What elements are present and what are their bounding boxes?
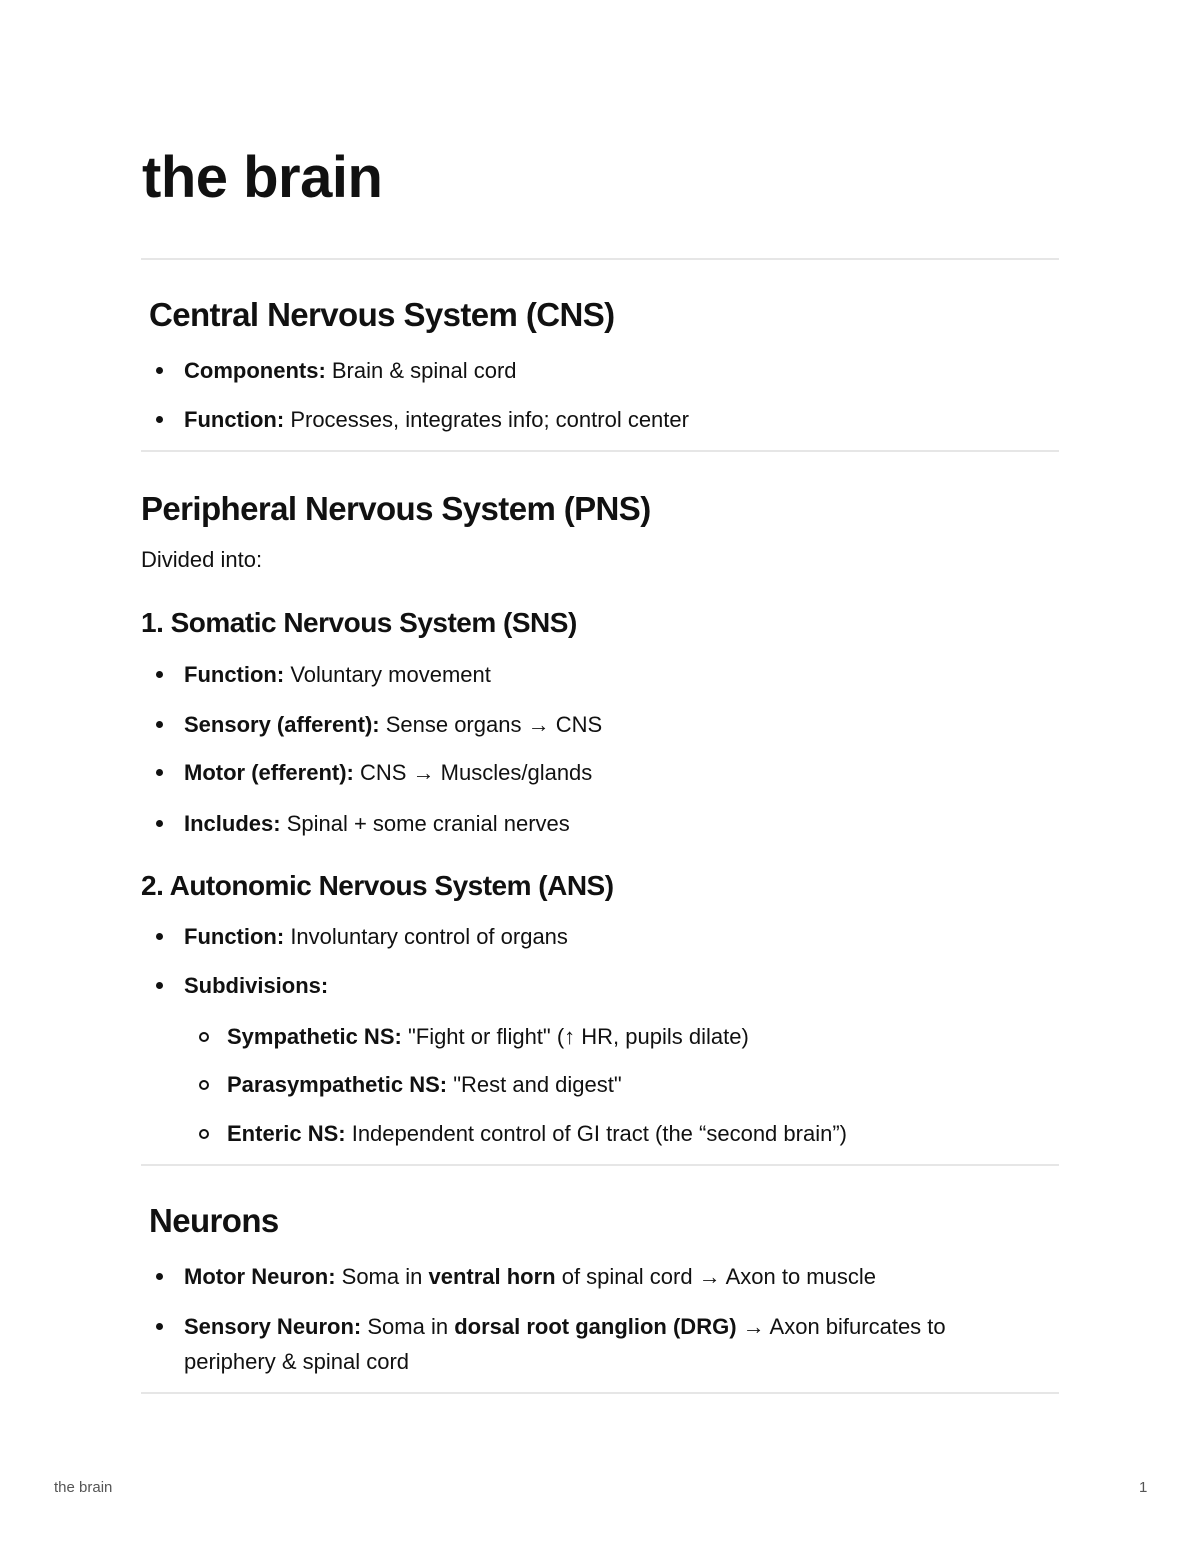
bullet-icon [156,820,163,827]
bullet-icon [156,1273,163,1280]
list-item [141,755,1059,790]
bullet-icon [156,1323,163,1330]
item-text: Spinal + some cranial nerves [280,811,570,836]
item-text: Soma in [361,1314,455,1339]
item-text: Soma in [335,1264,429,1289]
item-text: → Axon bifurcates to periphery & spinal cord [184,1314,946,1374]
item-text: Voluntary movement [284,662,491,687]
list-item [141,1309,1059,1379]
bullet-icon [156,933,163,940]
neurons-heading: Neurons [149,1202,279,1239]
cns-heading: Central Nervous System (CNS) [149,296,615,333]
item-label: Function: [184,662,285,687]
bullet-icon [156,769,163,776]
sub-list-item [141,1019,1059,1054]
footer-title: the brain [54,1479,113,1496]
item-emphasis: dorsal root ganglion (DRG) [454,1314,737,1339]
list-item [141,402,1059,437]
item-text: of spinal cord → Axon to muscle [555,1264,876,1289]
item-label: Function: [184,924,285,949]
item-label: Function: [184,407,285,432]
list-item [141,707,1059,742]
bullet-icon [156,721,163,728]
list-item [141,353,1059,388]
item-text: "Rest and digest" [447,1072,622,1097]
item-label: Motor Neuron: [184,1264,336,1289]
hollow-bullet-icon [199,1032,209,1042]
sub-list-item [141,1116,1059,1151]
item-text: Involuntary control of organs [284,924,568,949]
divider [141,258,1059,260]
divider [141,450,1059,452]
bullet-icon [156,416,163,423]
autonomic-heading: 2. Autonomic Nervous System (ANS) [141,870,614,901]
list-item [141,806,1059,841]
list-item [141,1259,1059,1294]
hollow-bullet-icon [199,1129,209,1139]
item-label: Components: [184,358,326,383]
item-text: Independent control of GI tract (the “second brain”) [345,1121,847,1146]
item-label: Sensory (afferent): [184,712,380,737]
somatic-heading: 1. Somatic Nervous System (SNS) [141,607,577,638]
list-item [141,968,1059,1003]
list-item [141,919,1059,954]
page-title: the brain [142,145,383,210]
item-label: Enteric NS: [227,1121,346,1146]
hollow-bullet-icon [199,1080,209,1090]
item-label: Motor (efferent): [184,760,354,785]
sub-list-item [141,1067,1059,1102]
item-text: "Fight or flight" (↑ HR, pupils dilate) [401,1024,749,1049]
bullet-icon [156,671,163,678]
page-number: 1 [1139,1479,1148,1496]
bullet-icon [156,982,163,989]
item-label: Parasympathetic NS: [227,1072,448,1097]
item-emphasis: ventral horn [428,1264,556,1289]
item-text: Sense organs → CNS [379,712,603,737]
item-label: Sensory Neuron: [184,1314,362,1339]
item-label: Subdivisions: [184,973,329,998]
divider [141,1164,1059,1166]
item-text: Processes, integrates info; control center [284,407,689,432]
list-item [141,657,1059,692]
pns-heading: Peripheral Nervous System (PNS) [141,490,651,527]
item-text: Brain & spinal cord [325,358,517,383]
divider [141,1392,1059,1394]
item-label: Sympathetic NS: [227,1024,402,1049]
bullet-icon [156,367,163,374]
pns-intro: Divided into: [141,547,263,572]
item-label: Includes: [184,811,281,836]
item-text: CNS → Muscles/glands [353,760,593,785]
